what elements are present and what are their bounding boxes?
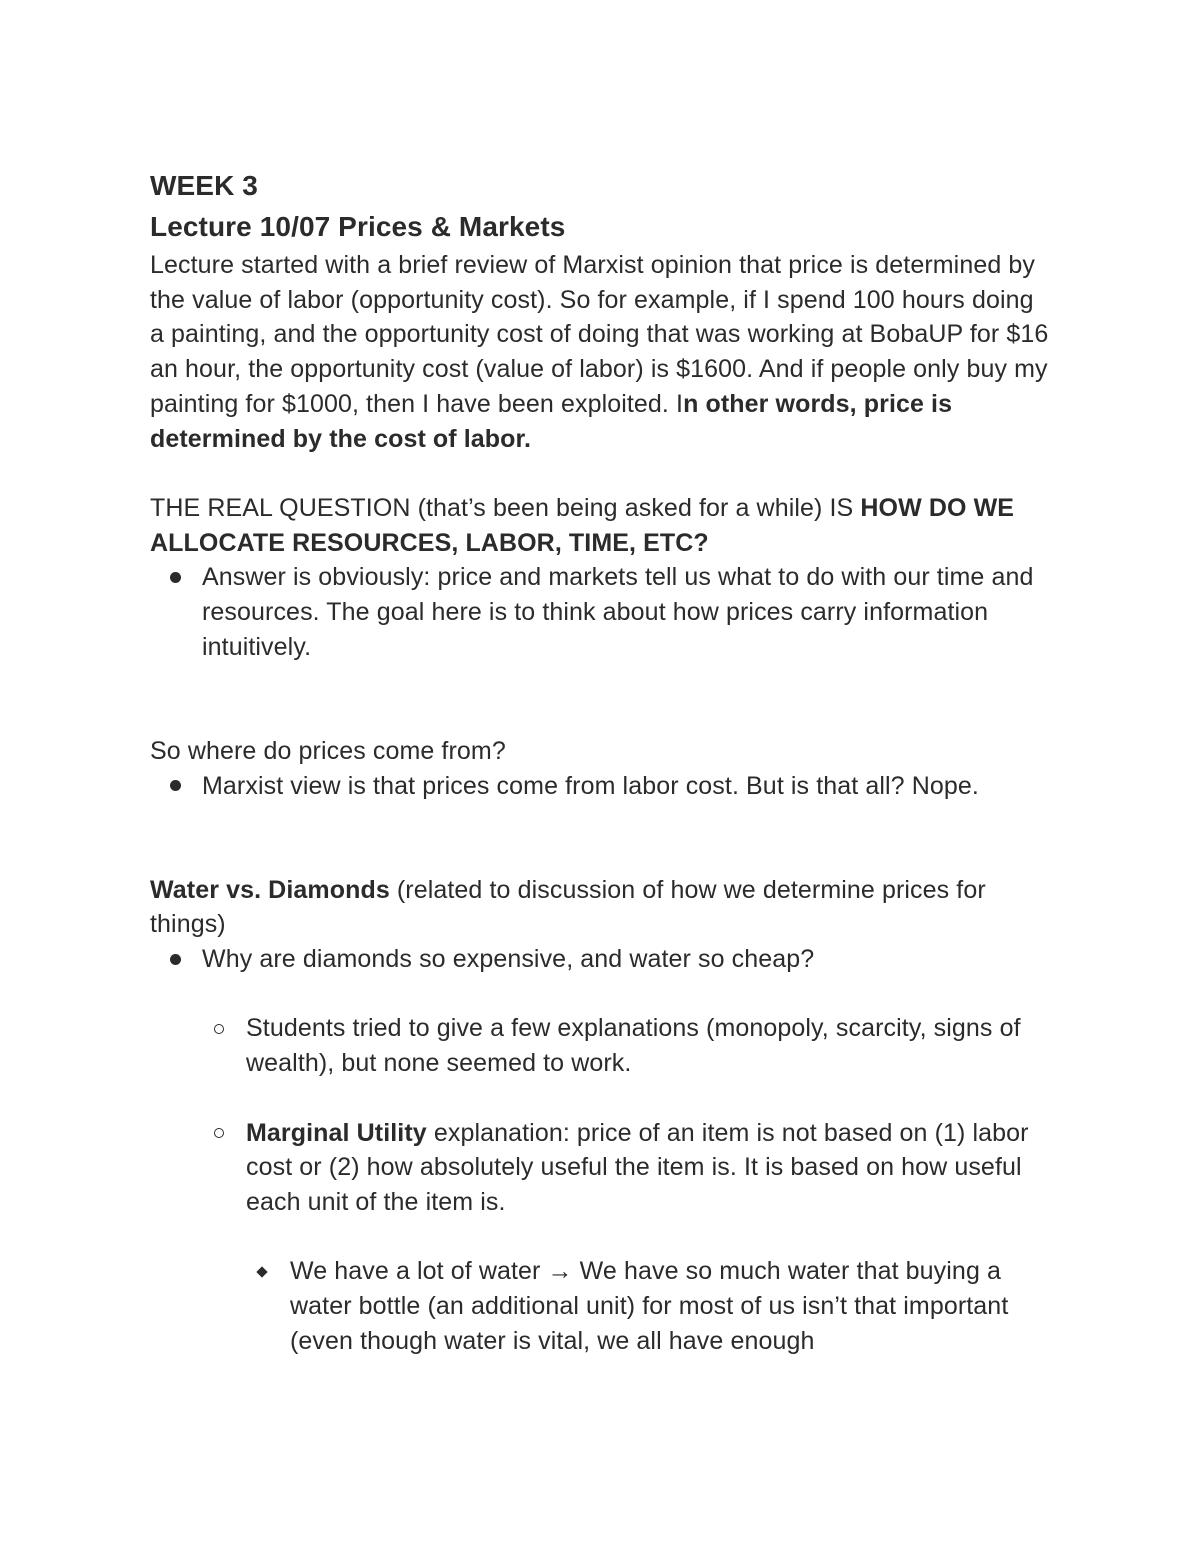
list-item (150, 560, 1050, 664)
water-subsublist (150, 1254, 1050, 1358)
question-text: THE REAL QUESTION (that’s been being asked for a while) IS (150, 493, 861, 522)
marginal-utility-text: explanation: price of an item is not based on (1) labor cost or (2) how absolutely useful the item is. It is based on how useful each unit of the item is. (246, 1118, 1029, 1216)
question-bold-text: HOW DO WE ALLOCATE RESOURCES, LABOR, TIME, ETC? (150, 493, 1015, 557)
bullet-disc-icon (170, 769, 181, 804)
spacer (150, 456, 1050, 491)
water-bold-text: Water vs. Diamonds (150, 875, 390, 904)
marginal-utility-term: Marginal Utility (246, 1118, 427, 1147)
bullet-diamond-icon (258, 1254, 266, 1289)
spacer (150, 664, 1050, 733)
page-heading: WEEK 3 (150, 170, 258, 201)
prices-list (150, 769, 1050, 804)
list-item-text: Students tried to give a few explanations (monopoly, scarcity, signs of wealth), but none seemed to work. (246, 1014, 1021, 1078)
spacer (150, 803, 1050, 872)
list-item (150, 1254, 1050, 1358)
water-paragraph (150, 873, 1050, 942)
spacer (150, 977, 1050, 1012)
list-item (150, 1116, 1050, 1220)
question-list (150, 560, 1050, 664)
list-item-text: We have a lot of water → We have so much water that buying a water bottle (an additional unit) for most of us isn’t that important (even though water is vital, we all have enough (290, 1257, 1009, 1355)
water-text: (related to discussion of how we determine prices for things) (150, 875, 986, 939)
lecture-title: Lecture 10/07 Prices & Markets (150, 211, 566, 242)
spacer (150, 1220, 1050, 1255)
intro-text: Lecture started with a brief review of Marxist opinion that price is determined by the value of labor (opportunity cost). So for example, if I spend 100 hours doing a painting, and the opportunity cost of doing that was working at BobaUP for $16 an hour, the opportunity cost (value of labor) is $1600. And if people only buy my painting for $1000, then I have been exploited. I (150, 251, 1049, 418)
intro-paragraph (150, 248, 1050, 456)
bullet-circle-icon (214, 1116, 224, 1151)
spacer (150, 1081, 1050, 1116)
notes-content (150, 166, 1050, 1358)
list-item (150, 769, 1050, 804)
list-item (150, 942, 1050, 977)
question-paragraph (150, 491, 1050, 560)
list-item-text: Answer is obviously: price and markets tell us what to do with our time and resources. The goal here is to think about how prices carry information intuitively. (202, 563, 1034, 661)
water-list (150, 942, 1050, 977)
list-item (150, 1011, 1050, 1080)
water-sublist (150, 1116, 1050, 1220)
bullet-circle-icon (214, 1011, 224, 1046)
bullet-disc-icon (170, 560, 181, 595)
prices-paragraph: So where do prices come from? (150, 736, 506, 765)
list-item-text: Marxist view is that prices come from labor cost. But is that all? Nope. (202, 771, 979, 800)
list-item-text (246, 1119, 1029, 1216)
bullet-disc-icon (170, 942, 181, 977)
water-sublist (150, 1011, 1050, 1080)
list-item-text: Why are diamonds so expensive, and water so cheap? (202, 945, 815, 974)
intro-bold-text: n other words, price is determined by the cost of labor. (150, 389, 953, 453)
